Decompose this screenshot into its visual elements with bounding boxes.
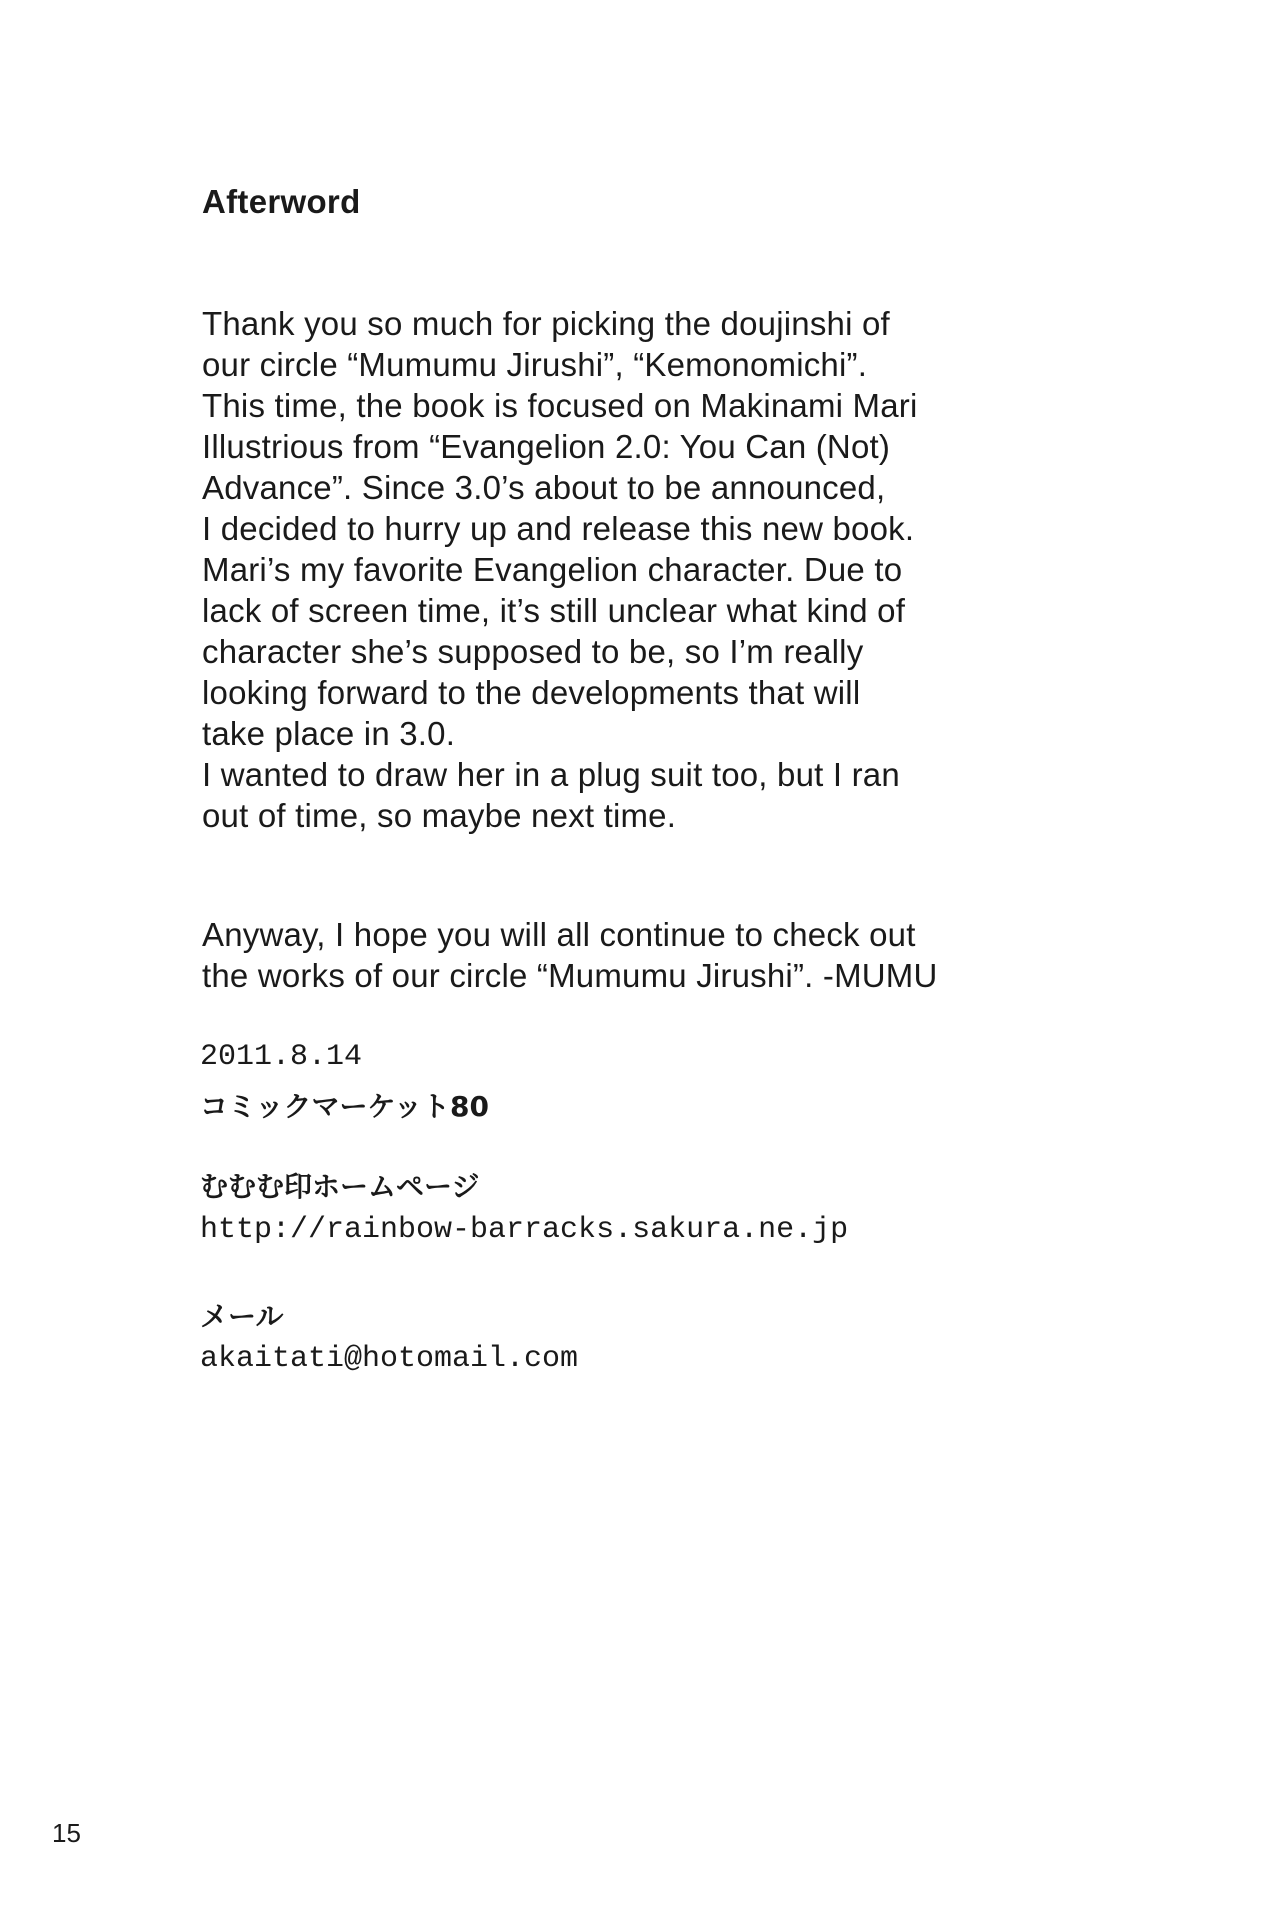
closing-paragraph	[202, 914, 1182, 996]
closing-line: the works of our circle “Mumumu Jirushi”. -MUMU	[202, 957, 938, 994]
body-line: character she’s supposed to be, so I’m really	[202, 633, 864, 670]
homepage-label: むむむ印ホームページ	[200, 1170, 480, 1203]
body-line: lack of screen time, it’s still unclear what kind of	[202, 592, 906, 629]
body-line: Illustrious from “Evangelion 2.0: You Can (Not)	[202, 428, 891, 465]
page-title: Afterword	[202, 183, 361, 220]
closing-line: Anyway, I hope you will all continue to check out	[202, 916, 916, 953]
event-name: コミックマーケット80	[200, 1090, 490, 1123]
body-line: This time, the book is focused on Makinami Mari	[202, 387, 918, 424]
body-line: take place in 3.0.	[202, 715, 456, 752]
body-line: I wanted to draw her in a plug suit too, but I ran	[202, 756, 900, 793]
homepage-url: http://rainbow-barracks.sakura.ne.jp	[200, 1213, 849, 1247]
afterword-body	[202, 303, 1182, 836]
body-line: our circle “Mumumu Jirushi”, “Kemonomichi”.	[202, 346, 868, 383]
body-line: Advance”. Since 3.0’s about to be announced,	[202, 469, 886, 506]
body-line: out of time, so maybe next time.	[202, 797, 677, 834]
body-line: Thank you so much for picking the doujinshi of	[202, 305, 890, 342]
mail-address: akaitati@hotomail.com	[200, 1342, 579, 1376]
page-number: 15	[52, 1818, 81, 1848]
body-line: Mari’s my favorite Evangelion character. Due to	[202, 551, 903, 588]
publication-date: 2011.8.14	[200, 1040, 363, 1074]
mail-label: メール	[200, 1300, 284, 1333]
body-line: looking forward to the developments that will	[202, 674, 861, 711]
body-line: I decided to hurry up and release this new book.	[202, 510, 915, 547]
